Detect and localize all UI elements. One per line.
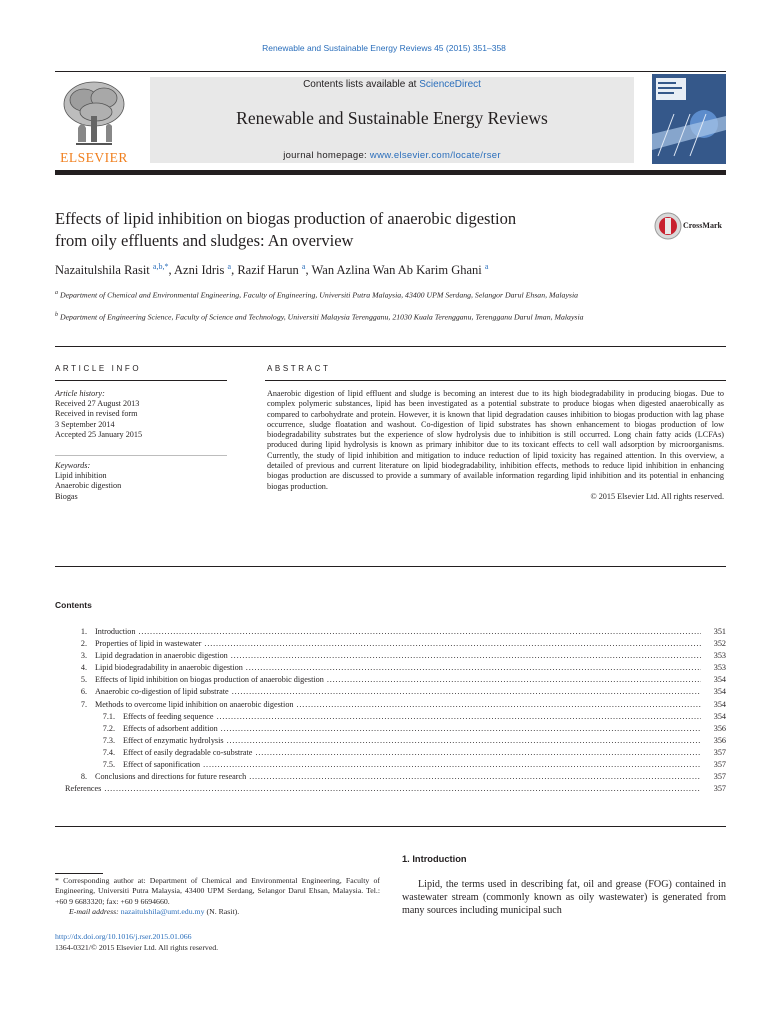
history-accepted: Accepted 25 January 2015 bbox=[55, 429, 143, 439]
abstract-rule bbox=[265, 380, 726, 381]
journal-homepage-line bbox=[150, 150, 634, 161]
contents-heading: Contents bbox=[55, 600, 92, 610]
article-title-line-2: from oily effluents and sludges: An overview bbox=[55, 231, 354, 250]
journal-cover-image bbox=[652, 74, 726, 164]
toc-entry[interactable] bbox=[55, 736, 726, 748]
toc-entry[interactable] bbox=[55, 772, 726, 784]
author-2[interactable]: Azni Idris $^a$, bbox=[174, 262, 238, 278]
abstract-body: Anaerobic digestion of lipid effluent and sludge is becoming an interest due to its high biodegradability in producing biogas. Due to complex polymeric substances, lipid has been investigated as a potential substrate to produce biogas when digested anaerobically as compared to carbohydrate and protein. However, it is known that lipid degradation causes inhibition to biogas production with lag phase occurrence, sludge floatation and washout. Co-digestion of lipid substrates has shown enhancement to biogas production of low biodegradability substrates but the experience of slow hydrolysis due to inhibition is still occurred. Long chain fatty acids (LCFAs) produced during lipid hydrolysis is known as primary inhibitor due to its toxicant effects to cell wall adsorption by microorganisms. Currently, the study of lipid inhibition and mitigation to induce reduction of lipid toxicity has regained attention. In this overview, a detailed of previous and current literature on lipid biodegradability, inhibition effects, methods to reduce lipid inhibition in enhancing biogas production are discussed to provide a summary of available information regarding lipid inhibition and its potential in enhancing biogas production. bbox=[267, 389, 724, 491]
toc-entry-title: References bbox=[65, 784, 102, 794]
footnote-rule bbox=[55, 873, 103, 874]
toc-entry-title: Anaerobic co-digestion of lipid substrate bbox=[95, 687, 229, 697]
crossmark-badge[interactable] bbox=[654, 212, 730, 242]
toc-entry-page: 357 bbox=[713, 772, 726, 782]
header-top-rule bbox=[55, 71, 726, 72]
author-1[interactable]: Nazaitulshila Rasit $^{a,b,*}$, bbox=[55, 262, 175, 278]
article-history bbox=[55, 389, 227, 440]
toc-entry[interactable] bbox=[55, 712, 726, 724]
toc-dot-leader bbox=[232, 687, 701, 696]
table-of-contents bbox=[55, 627, 726, 796]
toc-entry[interactable] bbox=[55, 663, 726, 675]
author-4[interactable]: Wan Azlina Wan Ab Karim Ghani $^a$ bbox=[311, 262, 489, 278]
email-label: E-mail address: bbox=[69, 906, 121, 916]
toc-entry-number: 7. bbox=[80, 699, 87, 709]
toc-dot-leader bbox=[104, 784, 701, 793]
elsevier-wordmark: ELSEVIER bbox=[60, 150, 128, 165]
toc-entry-page: 354 bbox=[713, 699, 726, 709]
elsevier-tree-logo bbox=[56, 78, 132, 148]
toc-entry[interactable] bbox=[55, 700, 726, 712]
article-title-line-1: Effects of lipid inhibition on biogas production of anaerobic digestion bbox=[55, 209, 517, 228]
journal-citation-link[interactable]: Renewable and Sustainable Energy Reviews 45 (2015) 351–358 bbox=[262, 43, 506, 53]
toc-entry[interactable] bbox=[55, 627, 726, 639]
history-received: Received 27 August 2013 bbox=[55, 399, 140, 409]
article-info-rule bbox=[55, 380, 227, 381]
toc-entry[interactable] bbox=[55, 687, 726, 699]
journal-name: Renewable and Sustainable Energy Reviews bbox=[236, 108, 548, 128]
affiliation-rule bbox=[55, 346, 726, 347]
toc-entry-title: Conclusions and directions for future research bbox=[95, 772, 247, 782]
author-3[interactable]: Razif Harun $^a$, bbox=[237, 262, 312, 278]
keywords-label: Keywords: bbox=[55, 461, 91, 470]
toc-entry-page: 354 bbox=[713, 675, 726, 685]
toc-entry-page: 356 bbox=[713, 723, 726, 733]
contents-bottom-rule bbox=[55, 826, 726, 827]
toc-entry-title: Effect of easily degradable co-substrate bbox=[123, 747, 253, 757]
toc-dot-leader bbox=[249, 772, 701, 781]
affiliation-a: $^a$ Department of Chemical and Environmental Engineering, Faculty of Engineering, Universiti Putra Malaysia, 43400 UPM Serdang, Selangor Darul Ehsan, Malaysia bbox=[55, 290, 579, 300]
toc-entry-number: 7.5. bbox=[102, 760, 115, 770]
toc-entry-page: 353 bbox=[713, 651, 726, 661]
article-history-label: Article history: bbox=[55, 389, 105, 398]
toc-entry-page: 357 bbox=[713, 784, 726, 794]
sciencedirect-link[interactable]: ScienceDirect bbox=[419, 79, 481, 90]
toc-entry-number: 7.1. bbox=[102, 711, 115, 721]
toc-entry-title: Introduction bbox=[95, 627, 136, 636]
toc-dot-leader bbox=[227, 736, 701, 745]
toc-dot-leader bbox=[255, 748, 701, 757]
contents-available-line bbox=[150, 79, 634, 90]
toc-entry-page: 357 bbox=[713, 760, 726, 770]
article-info-heading: ARTICLE INFO bbox=[55, 364, 142, 373]
keyword-item: Lipid inhibition bbox=[55, 471, 107, 481]
toc-entry[interactable] bbox=[55, 760, 726, 772]
toc-entry-number: 6. bbox=[80, 687, 87, 697]
contents-prefix: Contents lists available at bbox=[303, 79, 420, 90]
author-email-link[interactable]: nazaitulshila@umt.edu.my bbox=[120, 906, 205, 916]
keywords-divider bbox=[55, 455, 227, 456]
toc-entry-page: 356 bbox=[713, 735, 726, 745]
keywords-block bbox=[55, 461, 227, 502]
toc-entry-page: 354 bbox=[713, 687, 726, 697]
toc-entry-number: 5. bbox=[80, 675, 87, 685]
toc-entry-title: Effect of saponification bbox=[123, 760, 201, 770]
toc-entry-title: Effects of feeding sequence bbox=[123, 711, 214, 721]
introduction-paragraph: Lipid, the terms used in describing fat, oil and grease (FOG) contained in wastewater stream (commonly known as oily wastewater) is generated from many sources including municipal such bbox=[402, 879, 726, 916]
affiliation-b: $^b$ Department of Engineering Science, Faculty of Science and Technology, Universiti Malaysia Terengganu, 21030 Kuala Terengganu, Terengganu Darul Iman, Malaysia bbox=[55, 312, 584, 322]
toc-entry-number: 1. bbox=[80, 627, 87, 636]
toc-entry-number: 7.2. bbox=[102, 723, 115, 733]
toc-dot-leader bbox=[204, 639, 701, 648]
abstract-copyright: © 2015 Elsevier Ltd. All rights reserved. bbox=[590, 491, 724, 501]
homepage-link[interactable]: www.elsevier.com/locate/rser bbox=[369, 150, 501, 161]
history-revised-date: 3 September 2014 bbox=[55, 419, 115, 429]
history-revised-label: Received in revised form bbox=[55, 409, 138, 419]
toc-entry-number: 8. bbox=[80, 772, 87, 782]
author-list bbox=[55, 262, 695, 278]
toc-entry-title: Effects of adsorbent addition bbox=[123, 723, 218, 733]
keyword-item: Biogas bbox=[55, 491, 78, 501]
toc-entry[interactable] bbox=[55, 748, 726, 760]
toc-entry-number: 7.3. bbox=[102, 735, 115, 745]
footnote-text: * Corresponding author at: Department of Chemical and Environmental Engineering, Faculty of Engineering, Universiti Putra Malaysia, 43400 UPM Serdang, Selangor Darul Ehsan, Malaysia. Tel.: +60 9 6683320; fax: +60 9 6694660. bbox=[55, 876, 380, 906]
toc-entry[interactable] bbox=[55, 724, 726, 736]
toc-entry-page: 353 bbox=[713, 663, 726, 673]
toc-dot-leader bbox=[221, 724, 701, 733]
crossmark-label: CrossMark bbox=[683, 221, 722, 230]
corresponding-author-footnote bbox=[55, 876, 380, 917]
article-title bbox=[55, 208, 645, 252]
toc-entry-number: 3. bbox=[80, 651, 87, 661]
doi-block bbox=[55, 931, 218, 953]
abstract-bottom-rule bbox=[55, 566, 726, 567]
abstract-heading: ABSTRACT bbox=[267, 364, 331, 373]
doi-link[interactable]: http://dx.doi.org/10.1016/j.rser.2015.01.066 bbox=[55, 932, 192, 941]
toc-dot-leader bbox=[327, 675, 701, 684]
toc-entry[interactable] bbox=[55, 639, 726, 651]
toc-dot-leader bbox=[138, 627, 701, 636]
toc-entry-title: Properties of lipid in wastewater bbox=[95, 639, 202, 649]
email-suffix: (N. Rasit). bbox=[204, 906, 240, 916]
toc-dot-leader bbox=[246, 663, 701, 672]
homepage-prefix: journal homepage: bbox=[283, 150, 370, 161]
toc-entry-title: Lipid biodegradability in anaerobic digestion bbox=[95, 663, 243, 673]
keyword-item: Anaerobic digestion bbox=[55, 481, 122, 491]
toc-entry-page: 352 bbox=[713, 639, 726, 649]
toc-entry[interactable] bbox=[55, 675, 726, 687]
toc-dot-leader bbox=[217, 712, 701, 721]
header-bottom-rule bbox=[55, 170, 726, 175]
toc-dot-leader bbox=[297, 700, 701, 709]
toc-entry-title: Effect of enzymatic hydrolysis bbox=[123, 735, 224, 745]
toc-entry[interactable] bbox=[55, 784, 726, 796]
toc-entry-page: 354 bbox=[713, 711, 726, 721]
toc-entry-number: 7.4. bbox=[102, 747, 115, 757]
toc-entry[interactable] bbox=[55, 651, 726, 663]
abstract-text bbox=[267, 389, 724, 502]
issn-copyright: 1364-0321/© 2015 Elsevier Ltd. All rights reserved. bbox=[55, 943, 219, 952]
toc-entry-page: 351 bbox=[713, 627, 726, 636]
toc-entry-title: Methods to overcome lipid inhibition on anaerobic digestion bbox=[95, 699, 294, 709]
toc-dot-leader bbox=[203, 760, 701, 769]
toc-entry-number: 2. bbox=[80, 639, 87, 649]
introduction-heading: 1. Introduction bbox=[402, 854, 467, 864]
crossmark-icon bbox=[654, 212, 682, 240]
toc-dot-leader bbox=[231, 651, 701, 660]
toc-entry-title: Effects of lipid inhibition on biogas production of anaerobic digestion bbox=[95, 675, 324, 685]
toc-entry-title: Lipid degradation in anaerobic digestion bbox=[95, 651, 228, 661]
toc-entry-number: 4. bbox=[80, 663, 87, 673]
toc-entry-page: 357 bbox=[713, 747, 726, 757]
